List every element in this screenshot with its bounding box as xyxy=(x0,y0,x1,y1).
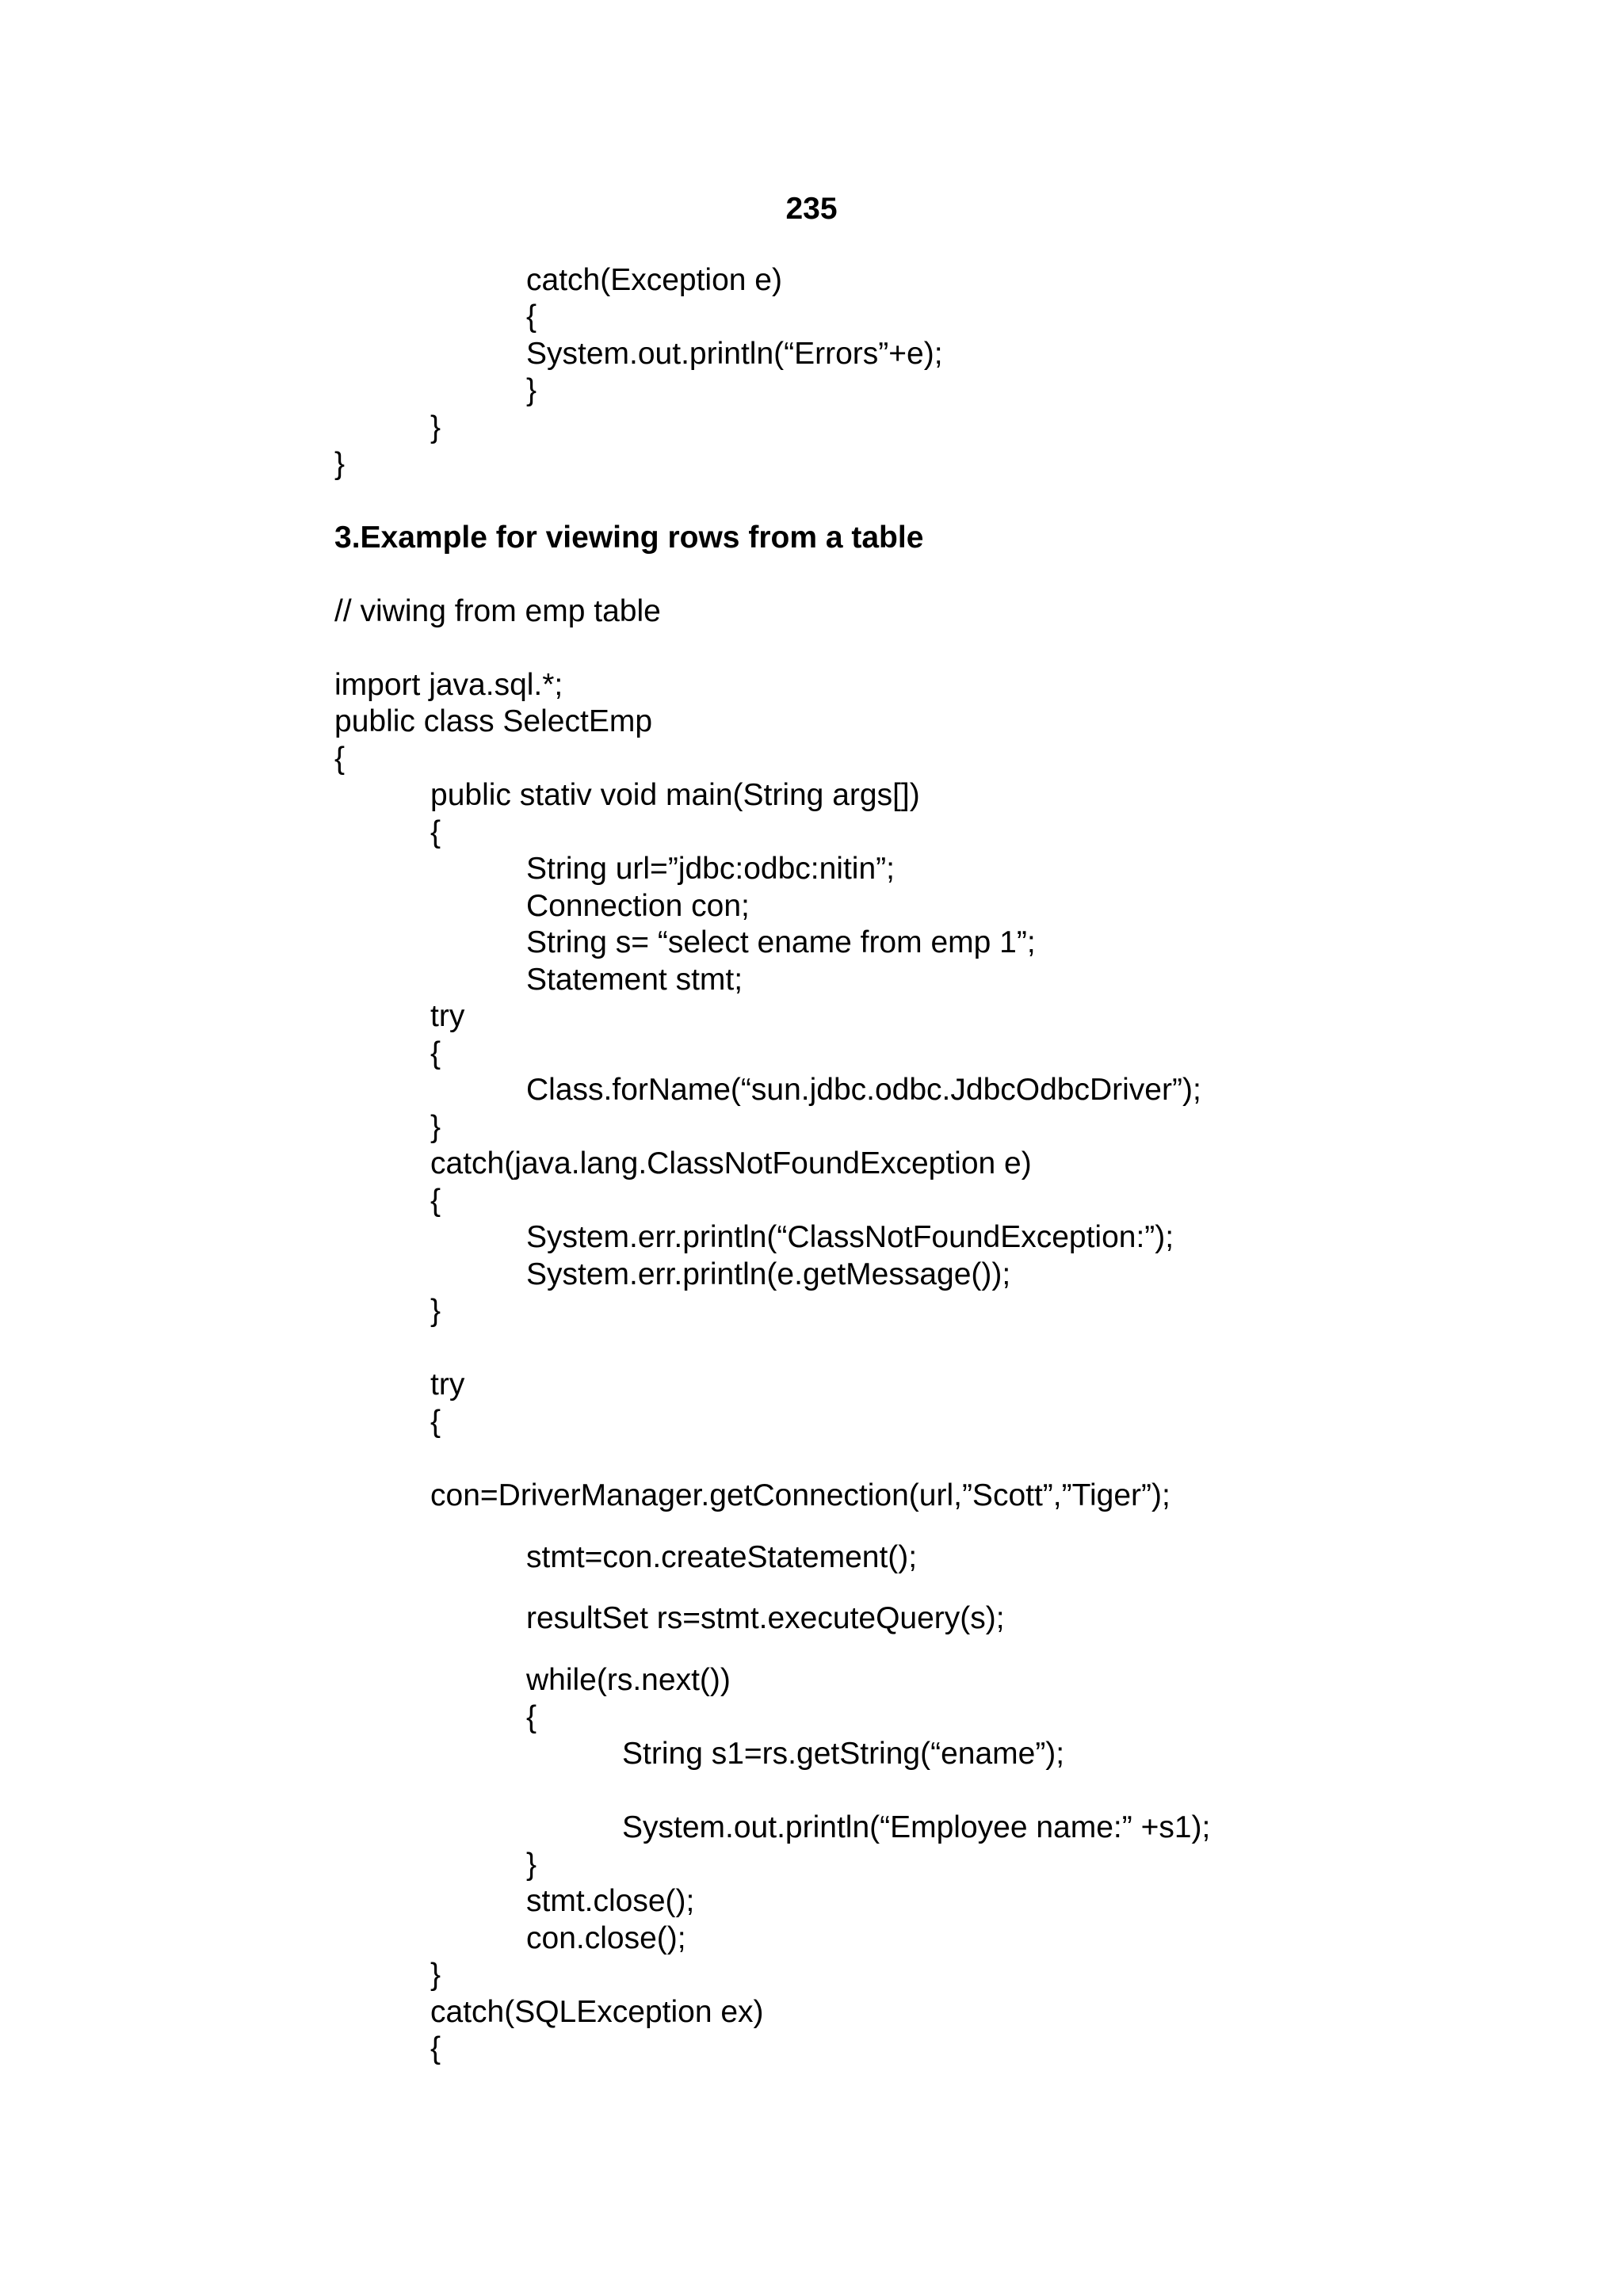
code-line: } xyxy=(526,1848,537,1882)
code-line: { xyxy=(430,1184,441,1218)
code-line: System.out.println(“Employee name:” +s1); xyxy=(622,1810,1211,1844)
code-line: { xyxy=(526,1700,537,1734)
code-line: Class.forName(“sun.jdbc.odbc.JdbcOdbcDriver”); xyxy=(526,1073,1201,1107)
code-line: try xyxy=(430,999,465,1033)
code-line: Connection con; xyxy=(526,889,750,923)
section-heading: 3.Example for viewing rows from a table xyxy=(334,521,924,555)
code-line: System.err.println(e.getMessage()); xyxy=(526,1257,1011,1291)
code-line: con=DriverManager.getConnection(url,”Scott”,”Tiger”); xyxy=(430,1478,1170,1512)
code-line: String url=”jdbc:odbc:nitin”; xyxy=(526,852,895,886)
code-line: public class SelectEmp xyxy=(334,704,653,738)
code-line: { xyxy=(430,1405,441,1439)
code-comment: // viwing from emp table xyxy=(334,594,661,628)
code-line: catch(java.lang.ClassNotFoundException e) xyxy=(430,1146,1032,1180)
code-line: while(rs.next()) xyxy=(526,1663,731,1697)
code-line: { xyxy=(334,742,346,776)
code-line: public stativ void main(String args[]) xyxy=(430,778,920,812)
code-line: stmt=con.createStatement(); xyxy=(526,1540,918,1574)
code-line: { xyxy=(430,815,441,849)
code-line: import java.sql.*; xyxy=(334,668,563,702)
code-line: { xyxy=(430,2031,441,2065)
code-line: catch(Exception e) xyxy=(526,263,782,297)
code-line: } xyxy=(430,1958,441,1992)
code-line: System.out.println(“Errors”+e); xyxy=(526,337,943,371)
code-line: String s1=rs.getString(“ename”); xyxy=(622,1737,1065,1771)
code-line: { xyxy=(430,1036,441,1070)
page-number: 235 xyxy=(785,192,838,226)
code-line: try xyxy=(430,1367,465,1402)
code-line: } xyxy=(526,373,537,407)
code-line: } xyxy=(430,410,441,444)
code-line: System.err.println(“ClassNotFoundException:”); xyxy=(526,1220,1174,1254)
code-line: } xyxy=(430,1110,441,1144)
code-line: { xyxy=(526,299,537,334)
code-line: stmt.close(); xyxy=(526,1884,695,1918)
code-line: con.close(); xyxy=(526,1921,686,1955)
code-line: resultSet rs=stmt.executeQuery(s); xyxy=(526,1601,1005,1635)
code-line: } xyxy=(334,447,346,481)
code-line: Statement stmt; xyxy=(526,963,743,997)
code-line: String s= “select ename from emp 1”; xyxy=(526,925,1036,959)
code-line: catch(SQLException ex) xyxy=(430,1995,764,2029)
code-line: } xyxy=(430,1294,441,1328)
